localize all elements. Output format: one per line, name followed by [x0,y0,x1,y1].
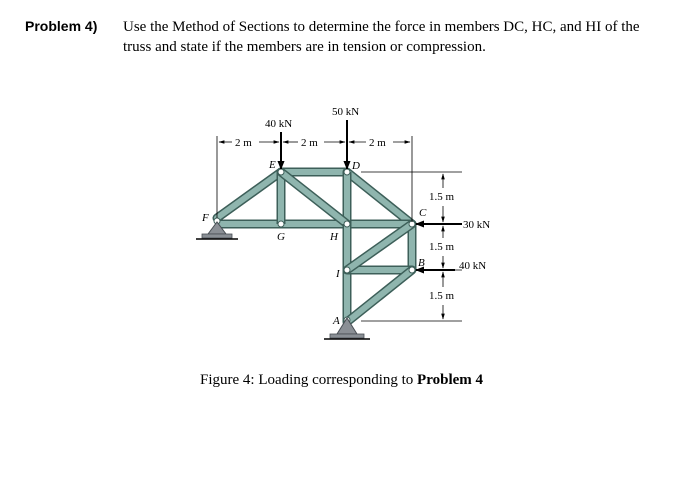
horizontal-dimension-labels [235,137,386,149]
joint-label-a: A [333,315,340,327]
problem-statement: Use the Method of Sections to determine the force in members DC, HC, and HI of the truss and state if the members are in tension or compression. [123,19,640,55]
truss-members [217,172,412,322]
pin-b [409,267,415,273]
dim-label-1: 2 m [235,137,252,149]
caption-bold: Problem 4 [417,372,484,388]
dim-label-2: 2 m [301,137,318,149]
member-fe-fill [217,172,281,218]
height-label-1: 1.5 m [429,191,455,203]
load-label-b: 40 kN [459,260,487,272]
load-label-c: 30 kN [463,219,491,231]
problem-label: Problem 4) [25,18,98,34]
joint-label-h: H [330,231,338,243]
member-ab-fill [347,270,412,322]
height-label-3: 1.5 m [429,290,455,302]
joint-label-i: I [336,268,340,280]
figure-caption [200,372,483,389]
dim-label-3: 2 m [369,137,386,149]
joint-label-c: C [419,207,427,219]
caption-prefix: Figure 4: Loading corresponding to [200,372,414,388]
joint-label-d: D [352,160,360,172]
member-ic-fill [347,224,412,270]
load-label-e: 40 kN [265,118,293,130]
joint-label-g: G [277,231,285,243]
member-dc-fill [347,172,412,224]
member-eh-fill [281,172,347,224]
joint-label-f: F [202,212,209,224]
joint-labels [201,159,427,327]
pin-h [344,221,350,227]
height-label-2: 1.5 m [429,241,455,253]
pin-d [344,169,350,175]
pin-i [344,267,350,273]
vertical-dimension-labels [429,191,455,302]
pin-e [278,169,284,175]
joint-label-b: B [418,257,425,269]
joint-label-e: E [269,159,276,171]
load-label-d: 50 kN [332,106,360,118]
pin-g [278,221,284,227]
